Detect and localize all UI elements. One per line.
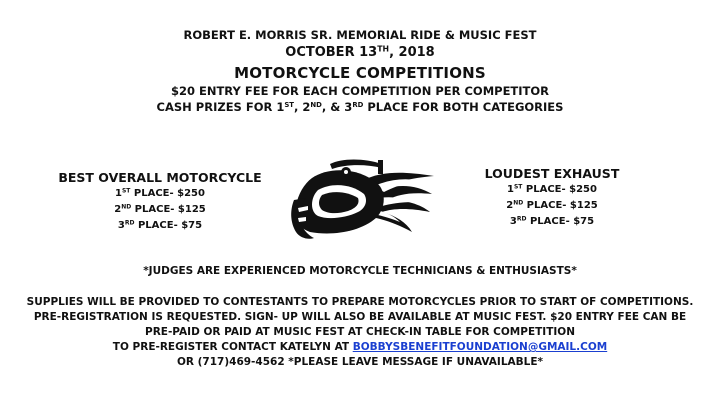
competition-title: MOTORCYCLE COMPETITIONS (234, 64, 486, 82)
place-prize: PLACE- $75 (134, 220, 203, 231)
judges-note: *JUDGES ARE EXPERIENCED MOTORCYCLE TECHNICIANS & ENTHUSIASTS* (143, 265, 577, 277)
place-prize: PLACE- $250 (130, 188, 205, 199)
loudest-exhaust-third-place (482, 214, 622, 230)
ordinal-st: ST (284, 101, 295, 110)
loudest-exhaust-category (482, 166, 622, 230)
phone-line: OR (717)469-4562 *PLEASE LEAVE MESSAGE IF UNAVAILABLE* (176, 356, 544, 368)
event-date-main: OCTOBER 13 (285, 45, 378, 60)
cash-prizes-part: CASH PRIZES FOR 1 (156, 100, 285, 114)
place-prize: PLACE- $250 (522, 184, 597, 195)
place-number: 3 (117, 220, 125, 231)
loudest-exhaust-second-place (482, 198, 622, 214)
ordinal-nd: ND (310, 101, 322, 110)
place-ordinal: ST (513, 183, 523, 191)
place-ordinal: ND (513, 199, 524, 207)
place-number: 1 (115, 188, 122, 199)
place-ordinal: ST (121, 187, 131, 195)
cash-prizes-part: PLACE FOR BOTH CATEGORIES (363, 100, 564, 114)
place-prize: PLACE- $125 (523, 200, 598, 211)
contact-line (0, 342, 720, 353)
place-ordinal: RD (516, 215, 527, 223)
place-number: 1 (507, 184, 514, 195)
loudest-exhaust-first-place (482, 182, 622, 198)
cash-prizes-part: , & 3 (321, 100, 353, 114)
contact-email-link[interactable]: BOBBYSBENEFITFOUNDATION@GMAIL.COM (352, 341, 608, 353)
pre-registration-text: PRE-REGISTRATION IS REQUESTED. SIGN- UP WILL ALSO BE AVAILABLE AT MUSIC FEST. $20 ENTRY FEE CAN BE (33, 311, 687, 323)
place-ordinal: RD (124, 219, 135, 227)
payment-text: PRE-PAID OR PAID AT MUSIC FEST AT CHECK-IN TABLE FOR COMPETITION (145, 326, 575, 338)
place-number: 3 (509, 216, 517, 227)
event-title: ROBERT E. MORRIS SR. MEMORIAL RIDE & MUSIC FEST (183, 28, 537, 42)
event-date (0, 46, 720, 59)
place-prize: PLACE- $75 (526, 216, 595, 227)
loudest-exhaust-title: LOUDEST EXHAUST (484, 166, 620, 181)
ordinal-rd: RD (352, 101, 364, 110)
entry-fee-text: $20 ENTRY FEE FOR EACH COMPETITION PER COMPETITOR (170, 84, 550, 98)
best-overall-second-place (45, 202, 275, 218)
contact-prefix: TO PRE-REGISTER CONTACT KATELYN AT (112, 341, 353, 353)
flaming-motorcycle-tank-icon (286, 150, 436, 242)
best-overall-first-place (45, 186, 275, 202)
best-overall-title: BEST OVERALL MOTORCYCLE (58, 170, 262, 185)
place-number: 2 (506, 200, 514, 211)
event-date-ordinal: TH (377, 44, 390, 54)
supplies-text: SUPPLIES WILL BE PROVIDED TO CONTESTANTS TO PREPARE MOTORCYCLES PRIOR TO START OF COMPETITIONS. (26, 296, 694, 308)
cash-prizes-text (0, 102, 720, 114)
place-number: 2 (114, 204, 122, 215)
best-overall-category (45, 170, 275, 234)
place-ordinal: ND (121, 203, 132, 211)
event-date-year: , 2018 (389, 45, 435, 60)
best-overall-third-place (45, 218, 275, 234)
cash-prizes-part: , 2 (294, 100, 311, 114)
place-prize: PLACE- $125 (131, 204, 206, 215)
